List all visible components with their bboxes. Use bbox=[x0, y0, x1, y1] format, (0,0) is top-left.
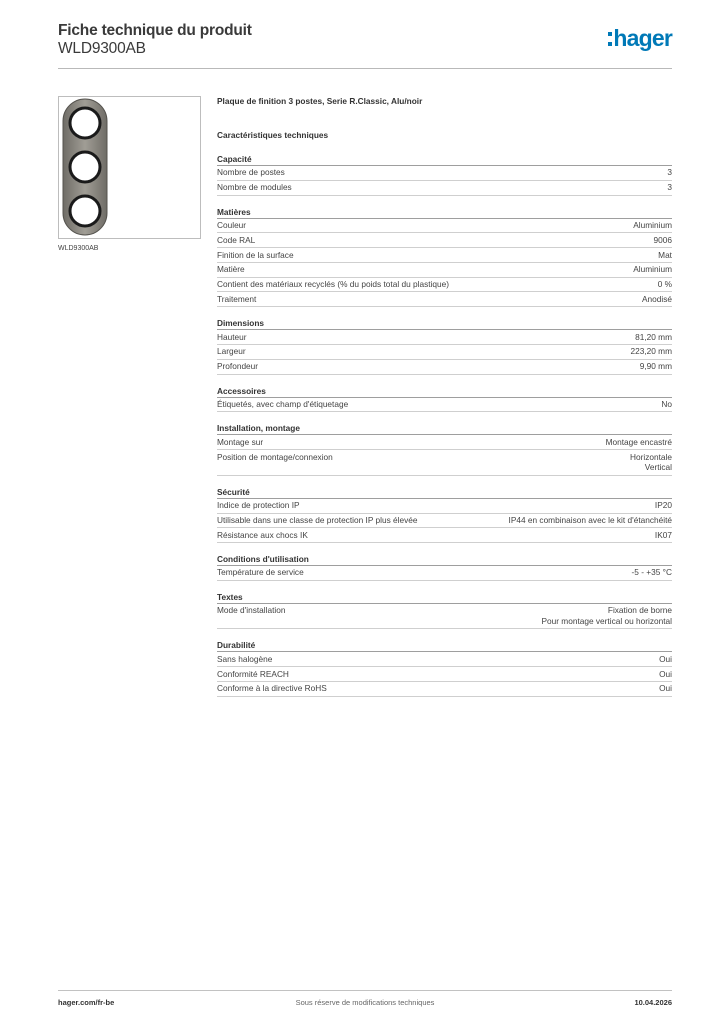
spec-value: 9,90 mm bbox=[639, 361, 672, 372]
spec-sections bbox=[217, 154, 672, 697]
spec-row bbox=[217, 278, 672, 293]
spec-label: Température de service bbox=[217, 567, 304, 578]
spec-label: Code RAL bbox=[217, 234, 256, 245]
spec-section bbox=[217, 154, 672, 196]
spec-label: Contient des matériaux recyclés (% du poids total du plastique) bbox=[217, 279, 449, 290]
spec-row bbox=[217, 263, 672, 278]
hager-logo bbox=[608, 26, 672, 50]
section-title: Durabilité bbox=[217, 640, 672, 652]
plate-openings bbox=[70, 108, 100, 226]
product-image-frame bbox=[58, 96, 201, 239]
spec-row bbox=[217, 360, 672, 375]
spec-value: Mat bbox=[658, 249, 672, 260]
spec-row bbox=[217, 219, 672, 234]
spec-section bbox=[217, 423, 672, 475]
spec-label: Finition de la surface bbox=[217, 249, 294, 260]
spec-label: Sans halogène bbox=[217, 653, 273, 664]
spec-value: -5 - +35 °C bbox=[631, 567, 672, 578]
spec-value: Oui bbox=[659, 668, 672, 679]
spec-value: Fixation de borne Pour montage vertical ou horizontal bbox=[541, 605, 672, 627]
spec-row bbox=[217, 682, 672, 697]
spec-heading: Caractéristiques techniques bbox=[217, 130, 329, 140]
footer-date: 10.04.2026 bbox=[634, 998, 672, 1007]
section-title: Sécurité bbox=[217, 487, 672, 499]
spec-label: Matière bbox=[217, 264, 245, 275]
spec-section bbox=[217, 386, 672, 413]
plate-opening-1 bbox=[70, 108, 100, 138]
spec-row bbox=[217, 398, 672, 413]
spec-row bbox=[217, 450, 672, 476]
spec-value: IK07 bbox=[654, 529, 672, 540]
spec-section bbox=[217, 640, 672, 696]
spec-label: Mode d'installation bbox=[217, 605, 286, 616]
section-title: Installation, montage bbox=[217, 423, 672, 435]
spec-label: Étiquetés, avec champ d'étiquetage bbox=[217, 398, 349, 409]
spec-label: Traitement bbox=[217, 293, 257, 304]
spec-label: Conformité REACH bbox=[217, 668, 289, 679]
spec-row bbox=[217, 514, 672, 529]
product-image bbox=[59, 97, 200, 238]
spec-label: Utilisable dans une classe de protection IP plus élevée bbox=[217, 514, 418, 525]
product-reference: WLD9300AB bbox=[58, 40, 146, 57]
spec-row bbox=[217, 166, 672, 181]
spec-value: Aluminium bbox=[633, 219, 672, 230]
spec-row bbox=[217, 345, 672, 360]
section-title: Textes bbox=[217, 592, 672, 604]
section-title: Matières bbox=[217, 207, 672, 219]
footer-notice: Sous réserve de modifications techniques bbox=[295, 998, 435, 1007]
spec-value: 81,20 mm bbox=[635, 331, 672, 342]
spec-value: 3 bbox=[667, 167, 672, 178]
spec-label: Position de montage/connexion bbox=[217, 451, 333, 462]
spec-section bbox=[217, 318, 672, 374]
spec-value: Oui bbox=[659, 653, 672, 664]
spec-label: Nombre de postes bbox=[217, 167, 285, 178]
spec-label: Nombre de modules bbox=[217, 182, 292, 193]
logo-colon-mark bbox=[608, 32, 612, 46]
spec-value: IP20 bbox=[654, 500, 672, 511]
spec-value: 223,20 mm bbox=[630, 346, 672, 357]
product-image-caption: WLD9300AB bbox=[58, 245, 99, 252]
spec-row bbox=[217, 528, 672, 543]
spec-row bbox=[217, 233, 672, 248]
spec-label: Largeur bbox=[217, 346, 246, 357]
section-title: Dimensions bbox=[217, 318, 672, 330]
spec-row bbox=[217, 292, 672, 307]
spec-value: Aluminium bbox=[633, 264, 672, 275]
plate-opening-3 bbox=[70, 196, 100, 226]
spec-value: Oui bbox=[659, 683, 672, 694]
spec-row bbox=[217, 330, 672, 345]
page-footer bbox=[58, 998, 672, 1012]
section-title: Accessoires bbox=[217, 386, 672, 398]
spec-value: Montage encastré bbox=[605, 436, 672, 447]
spec-row bbox=[217, 248, 672, 263]
spec-value: IP44 en combinaison avec le kit d'étanchéité bbox=[508, 514, 672, 525]
spec-section bbox=[217, 592, 672, 630]
spec-value: Horizontale Vertical bbox=[630, 451, 672, 473]
spec-label: Montage sur bbox=[217, 436, 264, 447]
spec-row bbox=[217, 499, 672, 514]
spec-row bbox=[217, 566, 672, 581]
spec-label: Résistance aux chocs IK bbox=[217, 529, 308, 540]
spec-value: Anodisé bbox=[642, 293, 672, 304]
spec-row bbox=[217, 435, 672, 450]
spec-value: 3 bbox=[667, 182, 672, 193]
header-divider bbox=[58, 68, 672, 69]
spec-value: 9006 bbox=[653, 234, 672, 245]
section-title: Capacité bbox=[217, 154, 672, 166]
spec-section bbox=[217, 207, 672, 308]
footer-divider bbox=[58, 990, 672, 991]
spec-row bbox=[217, 652, 672, 667]
spec-section bbox=[217, 554, 672, 581]
footer-website: hager.com/fr-be bbox=[58, 998, 115, 1007]
page-title: Fiche technique du produit bbox=[58, 22, 252, 39]
spec-value: 0 % bbox=[657, 279, 672, 290]
section-title: Conditions d'utilisation bbox=[217, 554, 672, 566]
product-name: Plaque de finition 3 postes, Serie R.Classic, Alu/noir bbox=[217, 96, 423, 106]
spec-row bbox=[217, 667, 672, 682]
spec-label: Profondeur bbox=[217, 361, 259, 372]
spec-row bbox=[217, 604, 672, 630]
logo-text: hager bbox=[613, 25, 672, 51]
spec-label: Conforme à la directive RoHS bbox=[217, 683, 327, 694]
spec-panel bbox=[217, 95, 672, 697]
spec-label: Hauteur bbox=[217, 331, 247, 342]
plate-opening-2 bbox=[70, 152, 100, 182]
spec-row bbox=[217, 181, 672, 196]
page-header bbox=[58, 20, 672, 70]
spec-label: Couleur bbox=[217, 219, 247, 230]
spec-section bbox=[217, 487, 672, 543]
spec-value: No bbox=[661, 398, 672, 409]
spec-label: Indice de protection IP bbox=[217, 500, 300, 511]
